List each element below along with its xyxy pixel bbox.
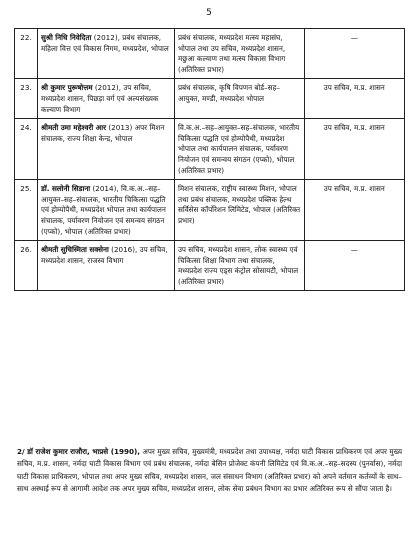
remarks: उप सचिव, म.प्र. शासन	[304, 180, 404, 241]
new-posting: प्रबंध संचालक, मध्यप्रदेश मत्स्य महासंघ, भोपाल तथा उप सचिव, मध्यप्रदेश शासन, मछुआ कल्याण तथा मत्स्य विकास विभाग (अतिरिक्त प्रभार)	[174, 29, 304, 79]
officer-current-post: प्रबंध संचालक, महिला वित्त एवं विकास निगम, मध्यप्रदेश, भोपाल	[41, 33, 169, 53]
new-posting: उप सचिव, मध्यप्रदेश शासन, लोक स्वास्थ्य एवं चिकित्सा शिक्षा विभाग तथा संचालक, मध्यप्रदेश राज्य एड्स कंट्रोल सोसायटी, भोपाल (अतिरिक्त प्रभार)	[174, 241, 304, 291]
officer-name: सुश्री निधि निवेदिता	[41, 33, 92, 42]
officer-name: डॉ. सलोनी सिडाना	[41, 184, 91, 194]
officer-batch: (2014),	[92, 184, 119, 194]
officer-name: श्रीमती उमा महेश्वरी आर	[41, 123, 107, 133]
table-row	[15, 29, 405, 79]
officer-cell	[38, 241, 175, 291]
officer-name: श्रीमती सुचिस्मिता सक्सेना	[41, 245, 109, 255]
officer-batch: (2016),	[111, 245, 138, 255]
officer-current-post: वि.क.अ.–सह–आयुक्त–सह–संचालक, भारतीय चिकित्सा पद्धति एवं होम्योपैथी, मध्यप्रदेश भोपाल तथा कार्यपालन संचालक, पर्यावरण नियोजन एवं समन्वय संगठन (एप्को), भोपाल (अतिरिक्त प्रभार)	[41, 184, 166, 236]
remarks: —	[304, 241, 404, 291]
officer-current-post: अपर मिशन संचालक, राज्य शिक्षा केन्द्र, भोपाल	[41, 123, 165, 143]
officer-cell	[38, 29, 175, 79]
serial-number: 22.	[15, 29, 38, 79]
serial-number: 24.	[15, 119, 38, 180]
table-row	[15, 79, 405, 119]
officer-batch: (2013)	[108, 123, 133, 133]
officer-cell	[38, 180, 175, 241]
order-paragraph	[17, 446, 402, 496]
officer-batch: (2012),	[94, 83, 122, 93]
table-row	[15, 119, 405, 180]
remarks: —	[304, 29, 404, 79]
table-row	[15, 180, 405, 241]
remarks: उप सचिव, म.प्र. शासन	[304, 79, 404, 119]
new-posting: वि.क.अ.–सह–आयुक्त–सह–संचालक, भारतीय चिकित्सा पद्धति एवं होम्योपैथी, मध्यप्रदेश भोपाल तथा कार्यपालन संचालक, पर्यावरण नियोजन एवं समन्वय संगठन (एप्को), भोपाल (अतिरिक्त प्रभार)	[174, 119, 304, 180]
serial-number: 25.	[15, 180, 38, 241]
serial-number: 23.	[15, 79, 38, 119]
table-row	[15, 241, 405, 291]
paragraph-lead: 2/ डॉ राजेश कुमार राजौरा, भाप्रसे (1990),	[17, 447, 141, 456]
officer-cell	[38, 119, 175, 180]
new-posting: मिशन संचालक, राष्ट्रीय स्वास्थ्य मिशन, भोपाल तथा प्रबंध संचालक, मध्यप्रदेश पब्लिक हेल्थ सर्विसेस कॉर्पोरेशन लिमिटेड, भोपाल (अतिरिक्त प्रभार)	[174, 180, 304, 241]
officer-name: श्री कुमार पुरूषोत्तम	[41, 83, 93, 93]
page-number: 5	[206, 8, 212, 18]
posting-table	[14, 28, 405, 291]
paragraph-body: अपर मुख्य सचिव, मुख्यमंत्री, मध्यप्रदेश तथा उपाध्यक्ष, नर्मदा घाटी विकास प्राधिकरण एवं अपर मुख्य सचिव, म.प्र. शासन, नर्मदा घाटी विकास विभाग एवं प्रबंध संचालक, नर्मदा बेसिन प्रोजेक्ट कंपनी लिमिटेड एवं वि.क.अ.–सह–सदस्य (पुनर्वास), नर्मदा घाटी विकास प्राधिकरण, भोपाल तथा अपर मुख्य सचिव, मध्यप्रदेश शासन, जल संसाधन विभाग (अतिरिक्त प्रभार) को अपने वर्तमान कर्तव्यों के साथ–साथ अस्थाई रूप से आगामी आदेश तक अपर मुख्य सचिव, मध्यप्रदेश शासन, लोक सेवा प्रबंधन विभाग का प्रभार अतिरिक्त रूप से सौंपा जाता है।	[17, 447, 402, 494]
remarks: उप सचिव, म.प्र. शासन	[304, 119, 404, 180]
officer-cell	[38, 79, 175, 119]
new-posting: प्रबंध संचालक, कृषि विपणन बोर्ड–सह–आयुक्त, मण्डी, मध्यप्रदेश भोपाल	[174, 79, 304, 119]
officer-current-post: उप सचिव, मध्यप्रदेश शासन, पिछड़ा वर्ग एवं अल्पसंख्यक कल्याण विभाग	[41, 83, 159, 114]
officer-current-post: उप सचिव, मध्यप्रदेश शासन, राजस्व विभाग	[41, 245, 168, 265]
serial-number: 26.	[15, 241, 38, 291]
officer-batch: (2012),	[93, 33, 120, 42]
